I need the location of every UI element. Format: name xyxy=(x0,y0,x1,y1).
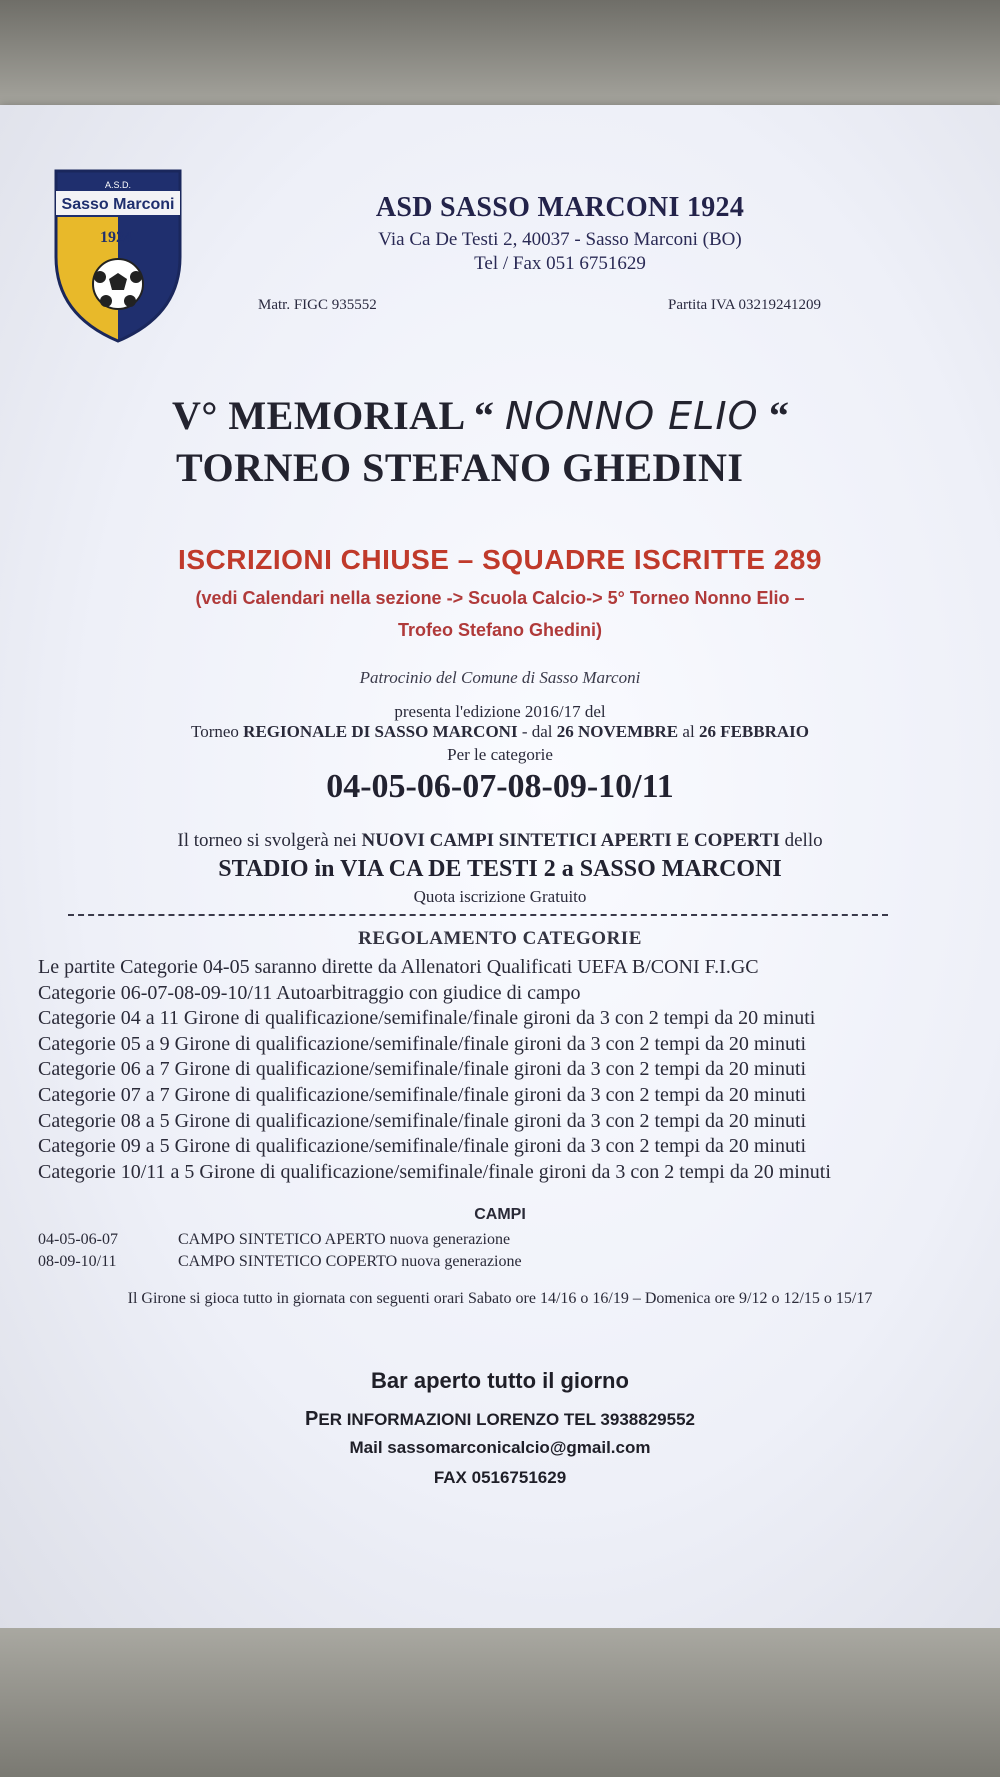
club-crest-logo xyxy=(52,165,184,345)
for-categories-label: Per le categorie xyxy=(447,745,553,764)
tournament-dates-f: 26 FEBBRAIO xyxy=(698,722,809,741)
venue-line-b: NUOVI CAMPI SINTETICI APERTI E COPERTI xyxy=(361,830,780,851)
tournament-dates-e: al xyxy=(678,722,699,741)
crest-top-text: A.S.D. xyxy=(104,180,132,190)
background-top xyxy=(0,0,1000,110)
email-contact: Mail sassomarconicalcio@gmail.com xyxy=(349,1438,651,1457)
calendar-note-line1: (vedi Calendari nella sezione -> Scuola Calcio-> 5° Torneo Nonno Elio – xyxy=(195,588,805,608)
presents-edition: presenta l'edizione 2016/17 del xyxy=(394,702,606,721)
rule-line: Categorie 06-07-08-09-10/11 Autoarbitraggio con giudice di campo xyxy=(38,981,581,1004)
soccer-ball-icon xyxy=(93,259,143,309)
info-contact xyxy=(0,1408,1000,1431)
rule-line: Categorie 10/11 a 5 Girone di qualificazione/semifinale/finale gironi da 3 con 2 tempi da 20 minuti xyxy=(38,1160,831,1183)
field-description: CAMPO SINTETICO APERTO nuova generazione xyxy=(178,1231,511,1248)
patronage: Patrocinio del Comune di Sasso Marconi xyxy=(359,668,641,687)
tournament-dates xyxy=(0,722,1000,742)
organization-address: Via Ca De Testi 2, 40037 - Sasso Marconi (BO) xyxy=(378,229,742,250)
venue-line-a: Il torneo si svolgerà nei xyxy=(177,830,362,851)
schedule-note: Il Girone si gioca tutto in giornata con seguenti orari Sabato ore 14/16 o 16/19 – Domenica ore 9/12 o 12/15 o 15/17 xyxy=(127,1290,873,1307)
info-contact-rest: ER INFORMAZIONI LORENZO TEL 3938829552 xyxy=(318,1410,695,1429)
tournament-dates-d: 26 NOVEMBRE xyxy=(556,722,679,741)
rule-line: Categorie 09 a 5 Girone di qualificazione/semifinale/finale gironi da 3 con 2 tempi da 20 minuti xyxy=(38,1135,807,1158)
memorial-title-prefix: V° MEMORIAL “ xyxy=(172,393,495,438)
tournament-dates-b: REGIONALE DI SASSO MARCONI xyxy=(243,722,518,741)
memorial-title-name: NONNO ELIO xyxy=(505,394,759,438)
rules-list xyxy=(38,955,831,1185)
registrations-closed: ISCRIZIONI CHIUSE – SQUADRE ISCRITTE 289 xyxy=(178,544,822,575)
calendar-note-line2: Trofeo Stefano Ghedini) xyxy=(397,620,602,640)
fields-title: CAMPI xyxy=(474,1206,526,1223)
organization-tel-fax: Tel / Fax 051 6751629 xyxy=(474,253,646,274)
rule-line: Le partite Categorie 04-05 saranno dirette da Allenatori Qualificati UEFA B/CONI F.I.GC xyxy=(38,956,759,978)
dashed-divider xyxy=(68,914,888,916)
rule-line: Categorie 04 a 11 Girone di qualificazione/semifinale/finale gironi da 3 con 2 tempi da 20 minuti xyxy=(38,1007,816,1030)
field-description: CAMPO SINTETICO COPERTO nuova generazione xyxy=(178,1253,522,1270)
crest-year: 1924 xyxy=(100,229,132,246)
field-categories: 04-05-06-07 xyxy=(38,1231,118,1248)
field-row xyxy=(38,1253,522,1271)
memorial-title-suffix: “ xyxy=(768,393,790,438)
organization-name: ASD SASSO MARCONI 1924 xyxy=(375,192,745,223)
memorial-title xyxy=(172,392,789,439)
vat-number: Partita IVA 03219241209 xyxy=(668,297,822,313)
rules-title: REGOLAMENTO CATEGORIE xyxy=(358,928,642,949)
field-row xyxy=(38,1231,510,1249)
rule-line: Categorie 05 a 9 Girone di qualificazione/semifinale/finale gironi da 3 con 2 tempi da 20 minuti xyxy=(38,1032,807,1055)
rule-line: Categorie 06 a 7 Girone di qualificazione/semifinale/finale gironi da 3 con 2 tempi da 20 minuti xyxy=(38,1058,807,1081)
stadium-address: STADIO in VIA CA DE TESTI 2 a SASSO MARCONI xyxy=(218,856,782,882)
field-categories: 08-09-10/11 xyxy=(38,1253,117,1270)
tournament-dates-c: - dal xyxy=(517,722,557,741)
rule-line: Categorie 08 a 5 Girone di qualificazione/semifinale/finale gironi da 3 con 2 tempi da 20 minuti xyxy=(38,1109,807,1132)
background-bottom xyxy=(0,1628,1000,1777)
tournament-title: TORNEO STEFANO GHEDINI xyxy=(176,445,744,490)
figc-number: Matr. FIGC 935552 xyxy=(258,297,377,313)
bar-open-note: Bar aperto tutto il giorno xyxy=(371,1368,629,1393)
crest-name: Sasso Marconi xyxy=(61,196,175,213)
info-contact-initial: P xyxy=(305,1408,319,1430)
categories-list: 04-05-06-07-08-09-10/11 xyxy=(326,768,674,805)
tournament-dates-a: Torneo xyxy=(191,722,244,741)
rule-line: Categorie 07 a 7 Girone di qualificazione/semifinale/finale gironi da 3 con 2 tempi da 20 minuti xyxy=(38,1083,807,1106)
venue-line-c: dello xyxy=(779,830,823,851)
venue-line xyxy=(0,830,1000,852)
registration-fee: Quota iscrizione Gratuito xyxy=(413,887,587,906)
fax-contact: FAX 0516751629 xyxy=(433,1468,567,1487)
